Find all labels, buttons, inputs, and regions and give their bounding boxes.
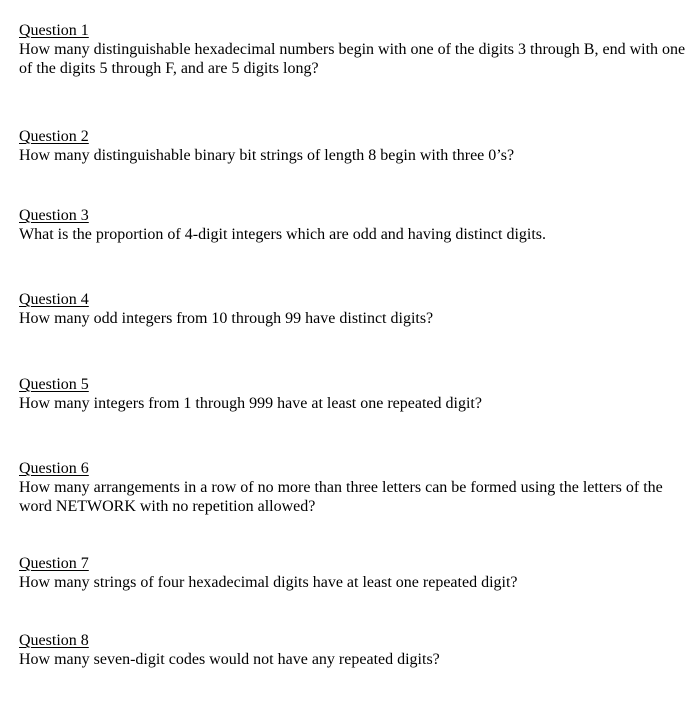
question-text: What is the proportion of 4-digit integers which are odd and having distinct digits. xyxy=(19,226,547,243)
question-6 xyxy=(19,459,687,516)
question-title: Question 1 xyxy=(19,22,89,39)
question-text: How many odd integers from 10 through 99 have distinct digits? xyxy=(19,310,434,327)
question-title: Question 6 xyxy=(19,460,89,477)
question-text: How many strings of four hexadecimal digits have at least one repeated digit? xyxy=(19,574,518,591)
question-text: How many integers from 1 through 999 have at least one repeated digit? xyxy=(19,395,482,412)
question-title: Question 5 xyxy=(19,376,89,393)
question-8 xyxy=(19,631,687,669)
question-4 xyxy=(19,290,687,328)
question-title: Question 8 xyxy=(19,632,89,649)
question-2 xyxy=(19,127,687,165)
question-7 xyxy=(19,554,687,592)
question-3 xyxy=(19,206,687,244)
question-title: Question 7 xyxy=(19,555,89,572)
question-title: Question 3 xyxy=(19,207,89,224)
question-title: Question 4 xyxy=(19,291,89,308)
question-1 xyxy=(19,21,687,78)
question-text: How many seven-digit codes would not have any repeated digits? xyxy=(19,651,440,668)
question-5 xyxy=(19,375,687,413)
question-text: How many arrangements in a row of no more than three letters can be formed using the letters of the word NETWORK with no repetition allowed? xyxy=(19,479,663,515)
question-text: How many distinguishable binary bit strings of length 8 begin with three 0’s? xyxy=(19,147,515,164)
question-title: Question 2 xyxy=(19,128,89,145)
question-text: How many distinguishable hexadecimal numbers begin with one of the digits 3 through B, end with one of the digits 5 through F, and are 5 digits long? xyxy=(19,41,686,77)
